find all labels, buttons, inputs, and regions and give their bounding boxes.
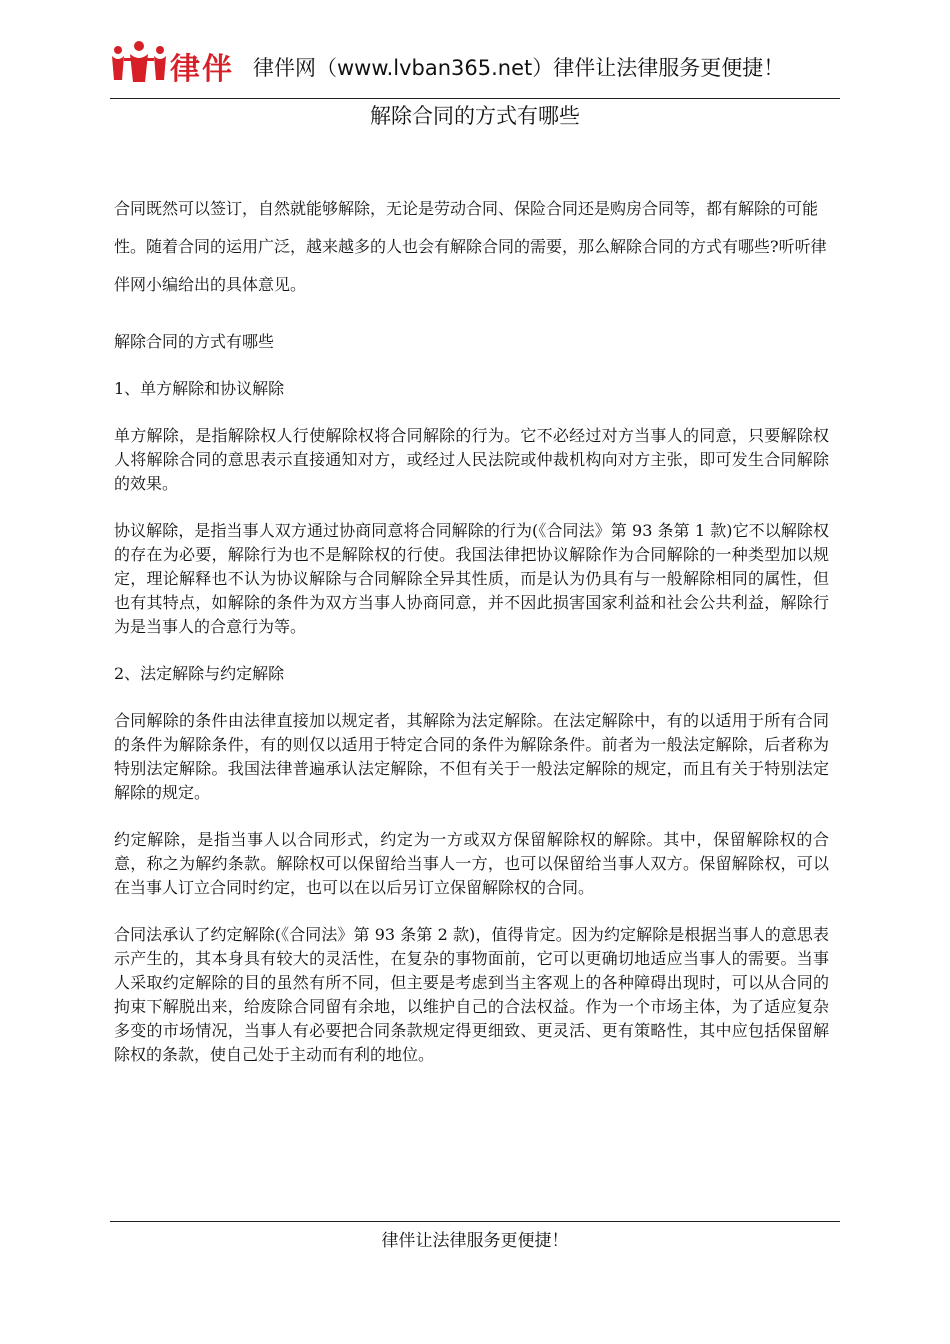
document-body xyxy=(114,190,829,1090)
people-logo-icon xyxy=(110,40,168,84)
logo-text: 律伴 xyxy=(170,52,234,87)
paragraph-unilateral: 单方解除，是指解除权人行使解除权将合同解除的行为。它不必经过对方当事人的同意，只要解除权人将解除合同的意思表示直接通知对方，或经过人民法院或仲裁机构向对方主张，即可发生合同解除的效果。 xyxy=(114,426,829,493)
intro-paragraph: 合同既然可以签订，自然就能够解除，无论是劳动合同、保险合同还是购房合同等，都有解除的可能性。随着合同的运用广泛，越来越多的人也会有解除合同的需要，那么解除合同的方式有哪些?听听律伴网小编给出的具体意见。 xyxy=(114,199,827,294)
subsection-heading-1: 1、单方解除和协议解除 xyxy=(114,379,285,398)
paragraph-agreement: 协议解除，是指当事人双方通过协商同意将合同解除的行为(《合同法》第 93 条第 1 款)它不以解除权的存在为必要，解除行为也不是解除权的行使。我国法律把协议解除作为合同解除的一种类型加以规定，理论解释也不认为协议解除与合同解除全异其性质，而是认为仍具有与一般解除相同的属性，但也有其特点，如解除的条件为双方当事人协商同意，并不因此损害国家利益和社会公共利益，解除行为是当事人的合意行为等。 xyxy=(114,521,829,636)
lvban-logo xyxy=(110,38,260,86)
section-heading: 解除合同的方式有哪些 xyxy=(114,332,275,351)
footer-slogan: 律伴让法律服务更便捷！ xyxy=(381,1231,569,1251)
paragraph-contractual: 约定解除，是指当事人以合同形式，约定为一方或双方保留解除权的解除。其中，保留解除权的合意，称之为解约条款。解除权可以保留给当事人一方，也可以保留给当事人双方。保留解除权，可以在当事人订立合同时约定，也可以在以后另订立保留解除权的合同。 xyxy=(114,830,829,897)
subsection-heading-2: 2、法定解除与约定解除 xyxy=(114,664,285,683)
document-title: 解除合同的方式有哪些 xyxy=(370,104,580,128)
header-divider xyxy=(110,98,840,99)
site-tagline: 律伴网（www.lvban365.net）律伴让法律服务更便捷！ xyxy=(253,56,785,80)
page-header xyxy=(110,38,840,94)
footer-divider xyxy=(110,1221,840,1222)
paragraph-contract-law: 合同法承认了约定解除(《合同法》第 93 条第 2 款)，值得肯定。因为约定解除是根据当事人的意思表示产生的，其本身具有较大的灵活性，在复杂的事物面前，它可以更确切地适应当事人的需要。当事人采取约定解除的目的虽然有所不同，但主要是考虑到当主客观上的各种障碍出现时，可以从合同的拘束下解脱出来，给废除合同留有余地，以维护自己的合法权益。作为一个市场主体，为了适应复杂多变的市场情况，当事人有必要把合同条款规定得更细致、更灵活、更有策略性，其中应包括保留解除权的条款，使自己处于主动而有利的地位。 xyxy=(114,925,829,1064)
paragraph-statutory: 合同解除的条件由法律直接加以规定者，其解除为法定解除。在法定解除中，有的以适用于所有合同的条件为解除条件，有的则仅以适用于特定合同的条件为解除条件。前者为一般法定解除，后者称为特别法定解除。我国法律普遍承认法定解除，不但有关于一般法定解除的规定，而且有关于特别法定解除的规定。 xyxy=(114,711,829,802)
